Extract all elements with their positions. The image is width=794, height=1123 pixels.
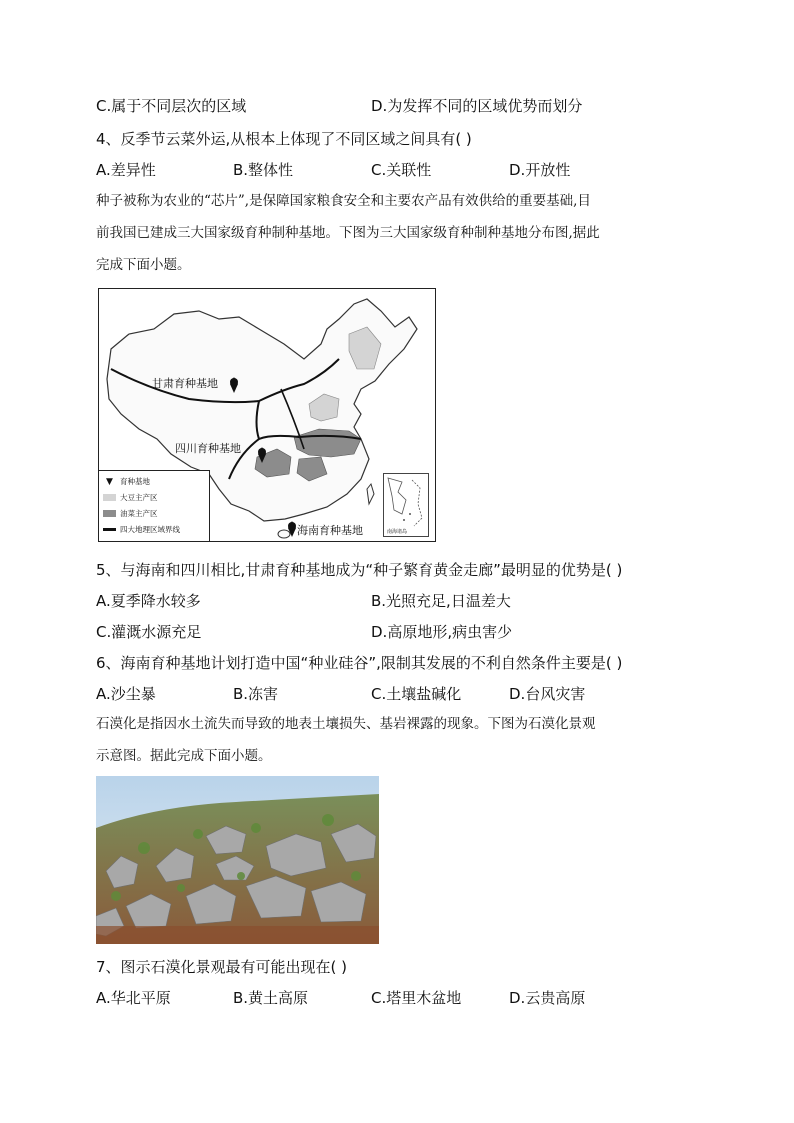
gansu-base-label: 甘肃育种基地 [152, 377, 218, 390]
q4-option-a: A.差异性 [96, 161, 156, 179]
question-7-stem: 7、图示石漠化景观最有可能出现在( ) [96, 958, 348, 976]
legend-item-rapeseed: 油菜主产区 [103, 508, 158, 519]
question-4-stem: 4、反季节云菜外运,从根本上体现了不同区域之间具有( ) [96, 130, 472, 148]
intro2-line1: 石漠化是指因水土流失而导致的地表土壤损失、基岩裸露的现象。下图为石漠化景观 [96, 716, 596, 732]
intro-paragraph-rocky-desertification [96, 708, 706, 772]
intro2-line2: 示意图。据此完成下面小题。 [96, 748, 272, 764]
q7-option-b: B.黄土高原 [233, 989, 309, 1007]
rocky-desertification-photo [96, 776, 379, 944]
legend-item-base: ▼ 育种基地 [103, 476, 150, 487]
q6-option-b: B.冻害 [233, 685, 279, 703]
inset-label: 南海诸岛 [387, 529, 408, 535]
q4-option-b: B.整体性 [233, 161, 294, 179]
question-6-stem: 6、海南育种基地计划打造中国“种业硅谷”,限制其发展的不利自然条件主要是( ) [96, 654, 623, 672]
q6-option-a: A.沙尘暴 [96, 685, 156, 703]
hainan-base-label: 海南育种基地 [297, 524, 363, 537]
dark-swatch [103, 510, 116, 517]
q7-option-c: C.塔里木盆地 [371, 989, 462, 1007]
q4-option-d: D.开放性 [509, 161, 571, 179]
q6-option-d: D.台风灾害 [509, 685, 586, 703]
breeding-base-map [98, 288, 436, 542]
legend-item-boundary: 四大地理区域界线 [103, 524, 180, 535]
question-5-stem: 5、与海南和四川相比,甘肃育种基地成为“种子繁育黄金走廊”最明显的优势是( ) [96, 561, 623, 579]
intro1-line1: 种子被称为农业的“芯片”,是保障国家粮食安全和主要农产品有效供给的重要基础,目 [96, 193, 591, 209]
line-swatch [103, 528, 116, 531]
q5-option-a: A.夏季降水较多 [96, 592, 201, 610]
option-c: C.属于不同层次的区域 [96, 97, 247, 115]
intro1-line3: 完成下面小题。 [96, 257, 191, 273]
intro-paragraph-seeds [96, 185, 706, 281]
q7-option-a: A.华北平原 [96, 989, 171, 1007]
map-legend [99, 470, 210, 541]
sichuan-base-label: 四川育种基地 [175, 442, 241, 455]
q5-option-d: D.高原地形,病虫害少 [371, 623, 513, 641]
pin-icon: ▼ [106, 476, 113, 487]
south-china-sea-inset [383, 473, 429, 537]
light-swatch [103, 494, 116, 501]
legend-item-soybean: 大豆主产区 [103, 492, 158, 503]
q4-option-c: C.关联性 [371, 161, 432, 179]
q5-option-b: B.光照充足,日温差大 [371, 592, 511, 610]
q5-option-c: C.灌溉水源充足 [96, 623, 202, 641]
option-d: D.为发挥不同的区域优势而划分 [371, 97, 583, 115]
q7-option-d: D.云贵高原 [509, 989, 586, 1007]
q6-option-c: C.土壤盐碱化 [371, 685, 462, 703]
intro1-line2: 前我国已建成三大国家级育种制种基地。下图为三大国家级育种制种基地分布图,据此 [96, 225, 600, 241]
